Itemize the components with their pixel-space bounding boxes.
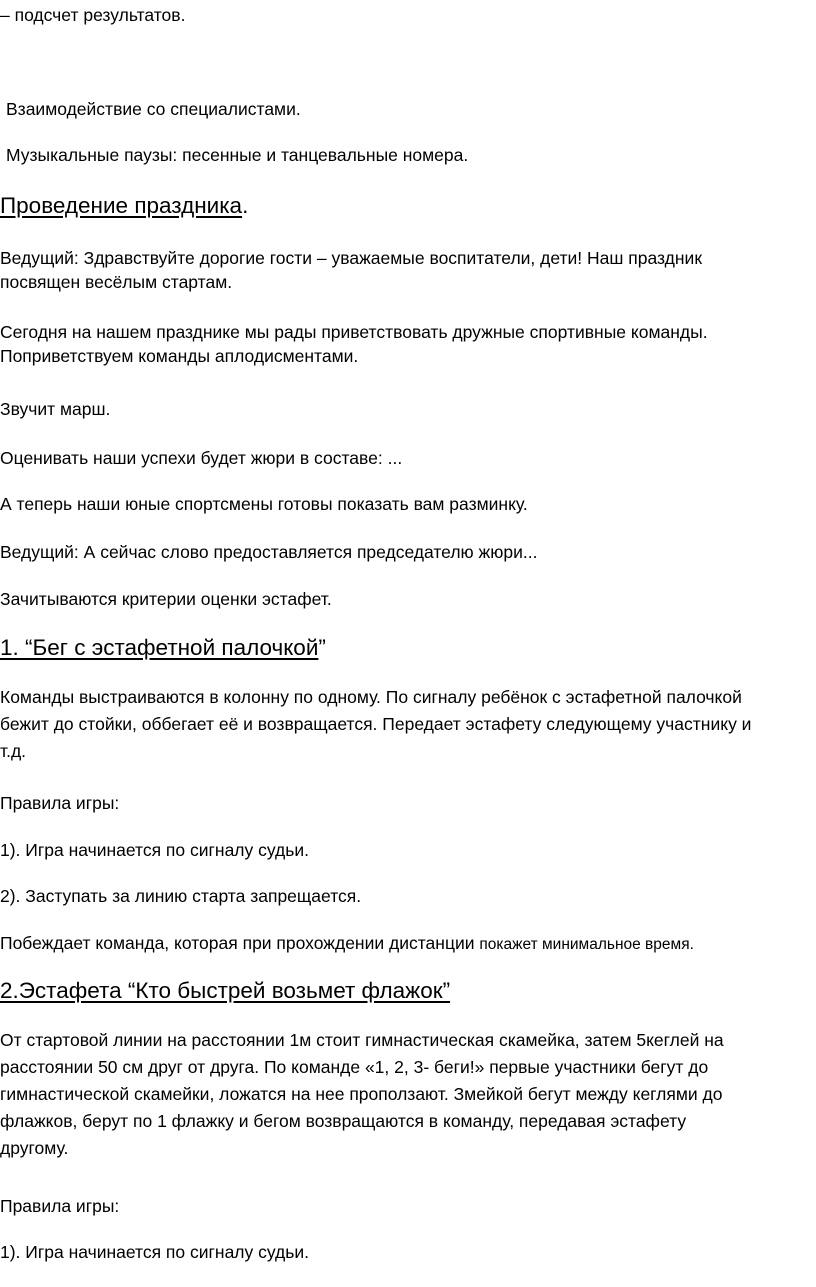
- jury-line: Оценивать наши успехи будет жюри в составе: ...: [0, 448, 403, 468]
- relay1-heading-text: 1. “Бег с эстафетной палочкой: [0, 635, 319, 660]
- holiday-heading-text: Проведение праздника: [0, 193, 243, 218]
- relay1-desc-line-3: т.д.: [0, 741, 27, 761]
- greeting-line-1: Сегодня на нашем празднике мы рады приветствовать дружные спортивные команды.: [0, 322, 708, 342]
- relay1-heading: [0, 634, 816, 662]
- warmup-line: А теперь наши юные спортсмены готовы показать вам разминку.: [0, 494, 528, 514]
- relay2-heading: [0, 977, 816, 1005]
- host-intro-paragraph: [0, 246, 816, 294]
- results-line: – подсчет результатов.: [0, 5, 186, 25]
- criteria-line: Зачитываются критерии оценки эстафет.: [0, 589, 332, 609]
- relay2-description: [0, 1028, 816, 1160]
- relay1-winner-line: [0, 931, 816, 957]
- relay1-description: [0, 685, 816, 763]
- holiday-heading-dot: .: [242, 193, 249, 218]
- relay2-desc-line-2: расстоянии 50 см друг от друга. По команде «1, 2, 3- беги!» первые участники бегут до: [0, 1057, 709, 1077]
- music-pauses-line: Музыкальные паузы: песенные и танцевальные номера.: [6, 145, 469, 165]
- relay2-desc-line-3: гимнастической скамейки, ложатся на нее проползают. Змейкой бегут между кеглями до: [0, 1084, 723, 1104]
- holiday-heading: [0, 192, 816, 220]
- relay2-desc-line-4: флажков, берут по 1 флажку и бегом возвращаются в команду, передавая эстафету: [0, 1111, 687, 1131]
- relay2-rules-label: Правила игры:: [0, 1196, 120, 1216]
- relay2-desc-line-5: другому.: [0, 1138, 69, 1158]
- host-intro-line-2: посвящен весёлым стартам.: [0, 272, 233, 292]
- relay1-rules-label: Правила игры:: [0, 793, 120, 813]
- host-jury-line: Ведущий: А сейчас слово предоставляется председателю жюри...: [0, 542, 538, 562]
- relay1-desc-line-2: бежит до стойки, оббегает её и возвращается. Передает эстафету следующему участнику и: [0, 714, 752, 734]
- relay1-winner-tail: покажет минимальное время.: [479, 936, 694, 953]
- relay1-winner-main: Побеждает команда, которая при прохождении дистанции: [0, 933, 480, 953]
- greeting-line-2: Поприветствуем команды аплодисментами.: [0, 346, 359, 366]
- relay2-heading-text: 2.Эстафета “Кто быстрей возьмет флажок”: [0, 978, 451, 1003]
- relay1-desc-line-1: Команды выстраиваются в колонну по одному. По сигналу ребёнок с эстафетной палочкой: [0, 687, 742, 707]
- greeting-paragraph: [0, 320, 816, 368]
- relay2-desc-line-1: От стартовой линии на расстоянии 1м стоит гимнастическая скамейка, затем 5кеглей на: [0, 1030, 724, 1050]
- march-line: Звучит марш.: [0, 399, 111, 419]
- relay1-rule-1: 1). Игра начинается по сигналу судьи.: [0, 840, 310, 860]
- specialists-line: Взаимодействие со специалистами.: [6, 99, 301, 119]
- relay2-rule-1: 1). Игра начинается по сигналу судьи.: [0, 1242, 310, 1262]
- host-intro-line-1: Ведущий: Здравствуйте дорогие гости – уважаемые воспитатели, дети! Наш праздник: [0, 248, 702, 268]
- relay1-heading-end: ”: [318, 635, 326, 660]
- relay1-rule-2: 2). Заступать за линию старта запрещается.: [0, 886, 362, 906]
